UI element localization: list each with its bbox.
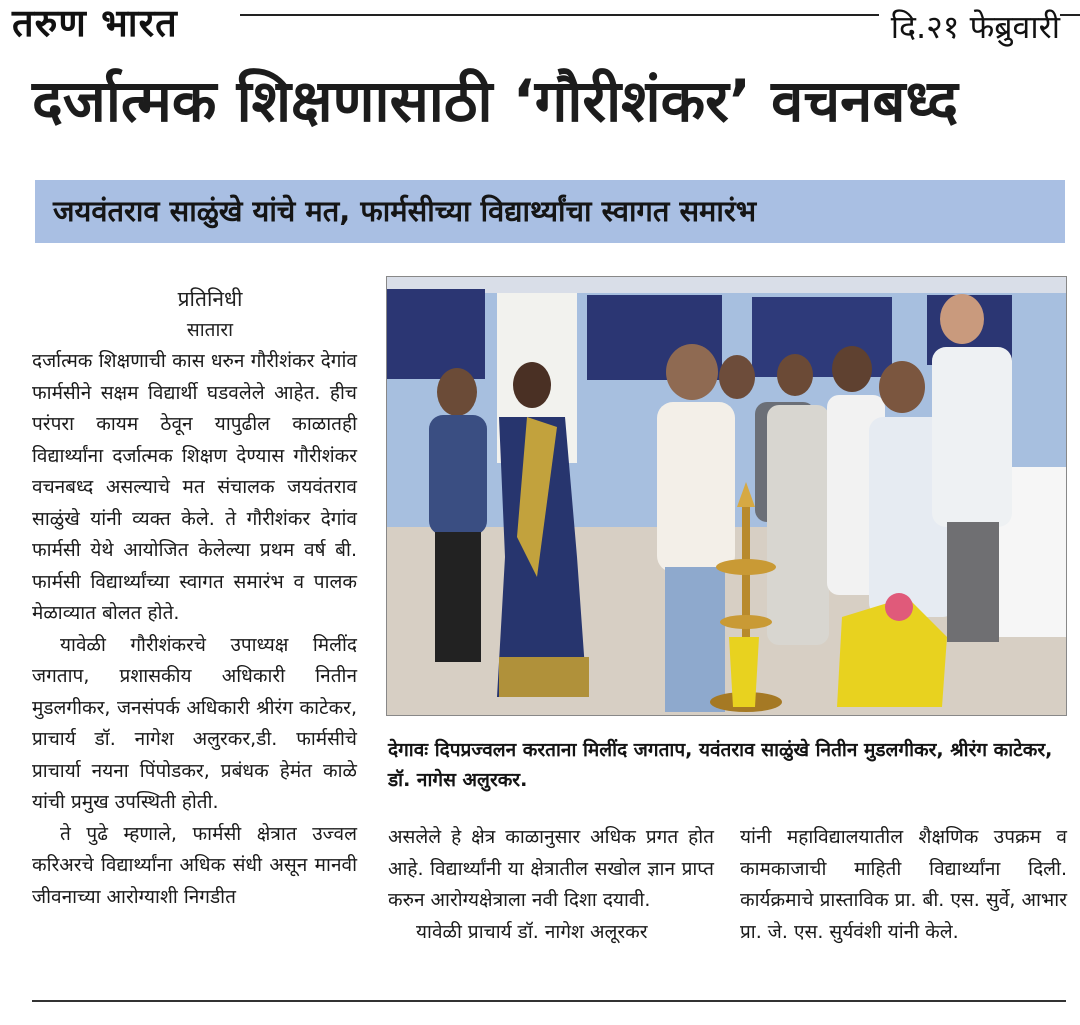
newspaper-logo: तरुण भारत	[12, 1, 178, 45]
article-headline: दर्जात्मक शिक्षणासाठी ‘गौरीशंकर’ वचनबध्द	[32, 67, 959, 135]
photo-caption: देगावः दिपप्रज्वलन करताना मिलींद जगताप, यवंतराव साळुंखे नितीन मुडलगीकर, श्रीरंग काटेकर, डॉ. नागेस अलुरकर.	[388, 739, 1053, 791]
publication-date: दि.२१ फेब्रुवारी	[879, 8, 1060, 46]
article-subheadline: जयवंतराव साळुंखे यांचे मत, फार्मसीच्या विद्यार्थ्यांचा स्वागत समारंभ	[53, 194, 757, 228]
paragraph: असलेले हे क्षेत्र काळानुसार अधिक प्रगत होत आहे. विद्यार्थ्यांनी या क्षेत्रातील सखोल ज्ञान प्राप्त करुन आरोग्यक्षेत्राला नवी दिशा दयावी.	[388, 826, 714, 911]
byline: प्रतिनिधी	[177, 287, 243, 311]
article-column-3	[740, 822, 1067, 948]
paragraph: दर्जात्मक शिक्षणाची कास धरुन गौरीशंकर देगांव फार्मसीने सक्षम विद्यार्थी घडवलेले आहेत. हीच परंपरा कायम ठेवून यापुढील काळातही विद्यार्थ्यांना दर्जात्मक शिक्षण देण्यास गौरीशंकर वचनबध्द असल्याचे मत संचालक जयवंतराव साळुंखे यांनी व्यक्त केले. ते गौरीशंकर देगांव फार्मसी येथे आयोजित केलेल्या प्रथम वर्ष बी. फार्मसी विद्यार्थ्यांच्या स्वागत समारंभ व पालक मेळाव्यात बोलत होते.	[32, 350, 357, 624]
subheadline-band	[35, 180, 1065, 243]
dateline: सातारा	[186, 319, 234, 341]
event-photo	[386, 276, 1067, 716]
article-column-2	[388, 822, 714, 948]
paragraph: यांनी महाविद्यालयातील शैक्षणिक उपक्रम व कामकाजाची माहिती विद्यार्थ्यांना दिली. कार्यक्रमाचे प्रास्ताविक प्रा. बी. एस. सुर्वे, आभार प्रा. जे. एस. सुर्यवंशी यांनी केले.	[740, 826, 1067, 943]
article-column-1	[32, 346, 357, 913]
bottom-rule	[32, 1000, 1066, 1002]
paragraph: यावेळी गौरीशंकरचे उपाध्यक्ष मिलींद जगताप, प्रशासकीय अधिकारी नितीन मुडलगीकर, जनसंपर्क अधिकारी श्रीरंग काटेकर, प्राचार्य डॉ. नागेश अलुरकर,डी. फार्मसीचे प्राचार्या नयना पिंपोडकर, प्रबंधक हेमंत काळे यांची प्रमुख उपस्थिती होती.	[32, 633, 357, 813]
lamp-lighting-photo-illustration	[387, 277, 1067, 716]
paragraph: ते पुढे म्हणाले, फार्मसी क्षेत्रात उज्वल करिअरचे विद्यार्थ्यांना अधिक संधी असून मानवी जीवनाच्या आरोग्याशी निगडीत	[32, 822, 357, 908]
paragraph: यावेळी प्राचार्य डॉ. नागेश अलूरकर	[416, 920, 648, 943]
